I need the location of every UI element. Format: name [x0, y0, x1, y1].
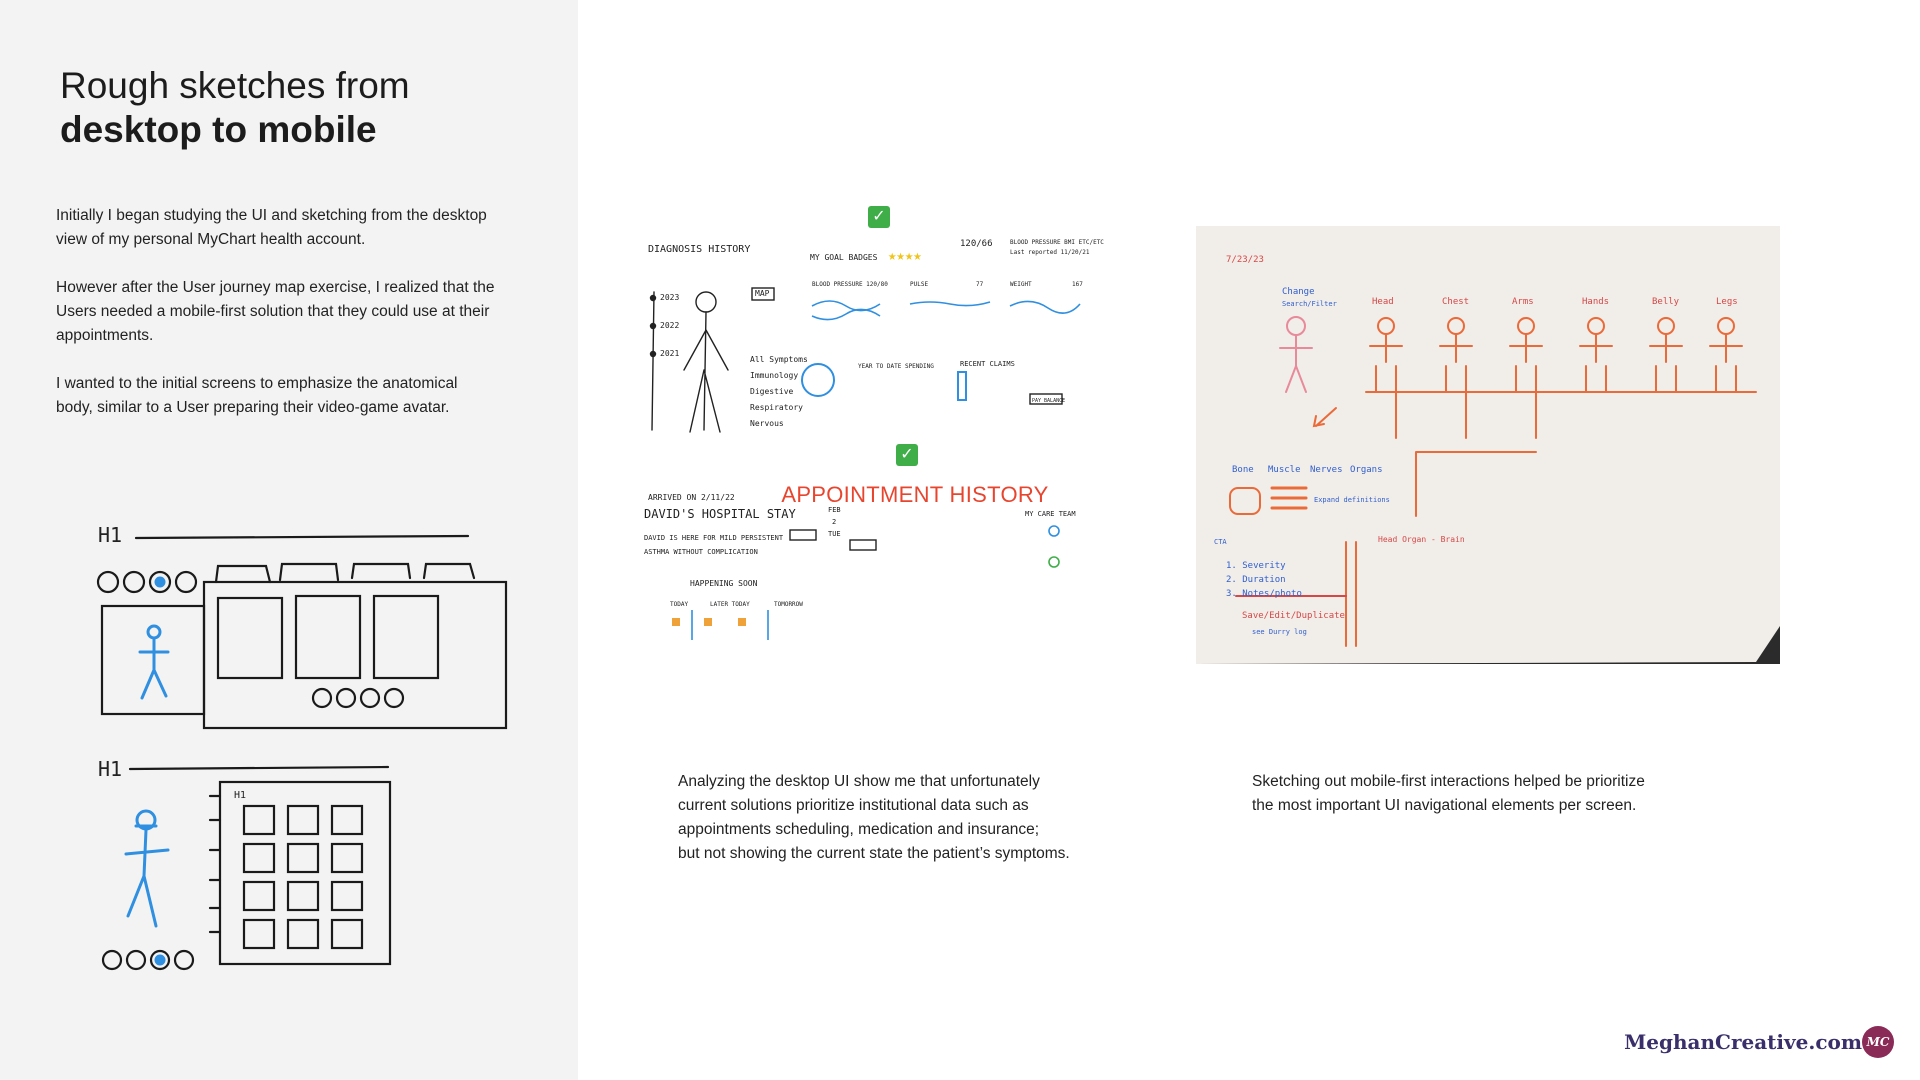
date-tue: TUE	[828, 530, 841, 538]
stay-desc-2: ASTHMA WITHOUT COMPLICATION	[644, 548, 758, 556]
blood-pressure-label: BLOOD PRESSURE 120/80	[812, 281, 888, 288]
year-to-date-label: YEAR TO DATE SPENDING	[858, 363, 934, 370]
soon-tomorrow: TOMORROW	[774, 601, 803, 608]
mobile-caption-line-2: the most important UI navigational elements per screen.	[1252, 797, 1637, 814]
page-title	[60, 64, 410, 152]
intro-text	[56, 204, 496, 444]
whiteboard-list-2: 2. Duration	[1226, 575, 1286, 585]
goal-stars: ★★★★	[888, 248, 922, 264]
goal-badges-label: MY GOAL BADGES	[810, 253, 878, 262]
recent-claims-label: RECENT CLAIMS	[960, 360, 1015, 368]
appointment-history-heading: APPOINTMENT HISTORY	[781, 482, 1049, 507]
whiteboard-photo	[1196, 226, 1780, 664]
bp-note: BLOOD PRESSURE BMI ETC/ETC	[1010, 239, 1104, 246]
stay-desc-1: DAVID IS HERE FOR MILD PERSISTENT	[644, 534, 784, 542]
date-feb: FEB	[828, 506, 841, 514]
title-line-1: Rough sketches from	[60, 65, 410, 106]
whiteboard-label-search: Search/Filter	[1282, 300, 1337, 308]
title-line-2: desktop to mobile	[60, 109, 377, 150]
whiteboard-tab-bone: Bone	[1232, 465, 1254, 475]
check-icon-top: ✓	[868, 206, 890, 228]
arrived-label: ARRIVED ON 2/11/22	[648, 493, 735, 502]
desktop-caption	[678, 770, 1070, 866]
map-label: MAP	[755, 289, 770, 298]
intro-paragraph-2: However after the User journey map exercise, I realized that the Users needed a mobile-first solution that they could use at their appointments.	[56, 279, 495, 344]
whiteboard-label-chest: Chest	[1442, 297, 1470, 307]
year-2023: 2023	[660, 293, 680, 302]
sketch-h1-label-small: H1	[234, 790, 247, 801]
weight-label: WEIGHT	[1010, 281, 1032, 288]
whiteboard-list-4: Save/Edit/Duplicate	[1242, 611, 1345, 621]
desktop-caption-line-4: but not showing the current state the patient’s symptoms.	[678, 845, 1070, 862]
last-reported: Last reported 11/20/21	[1010, 249, 1090, 256]
mobile-caption-line-1: Sketching out mobile-first interactions helped be prioritize	[1252, 773, 1645, 790]
whiteboard-label-arms: Arms	[1512, 297, 1534, 307]
system-all: All Symptoms	[750, 355, 808, 364]
whiteboard-list-5: see Durry log	[1252, 628, 1307, 636]
whiteboard-expand: Expand definitions	[1314, 496, 1390, 504]
system-nervous: Nervous	[750, 419, 784, 428]
sketch-h1-label-top: H1	[98, 523, 123, 547]
hospital-stay-label: DAVID'S HOSPITAL STAY	[644, 507, 796, 521]
whiteboard-tab-muscle: Muscle	[1268, 465, 1301, 475]
sketch-h1-label-bottom: H1	[98, 757, 123, 781]
whiteboard-label-belly: Belly	[1652, 297, 1680, 307]
desktop-ui-sketch	[640, 200, 1140, 700]
whiteboard-label-hands: Hands	[1582, 297, 1610, 307]
whiteboard-label-head: Head	[1372, 297, 1394, 307]
desktop-caption-line-2: current solutions prioritize institutional data such as	[678, 797, 1029, 814]
desktop-caption-line-1: Analyzing the desktop UI show me that unfortunately	[678, 773, 1040, 790]
whiteboard-cta: CTA	[1214, 538, 1227, 546]
year-2021: 2021	[660, 349, 680, 358]
brand-link[interactable]: MeghanCreative.com	[1624, 1030, 1862, 1054]
bp-reading: 120/66	[960, 239, 993, 249]
pay-balance-label: PAY BALANCE	[1032, 398, 1066, 404]
intro-paragraph-3: I wanted to the initial screens to emphasize the anatomical body, similar to a User preparing their video-game avatar.	[56, 375, 458, 416]
date-2: 2	[832, 518, 837, 526]
check-icon-middle: ✓	[896, 444, 918, 466]
soon-today: TODAY	[670, 601, 689, 608]
whiteboard-drawing	[1196, 226, 1780, 664]
whiteboard-head-organ: Head Organ - Brain	[1378, 535, 1465, 544]
system-respiratory: Respiratory	[750, 403, 803, 412]
care-team-label: MY CARE TEAM	[1025, 510, 1076, 518]
pulse-label: PULSE	[910, 281, 929, 288]
weight-value: 167	[1072, 281, 1083, 288]
year-2022: 2022	[660, 321, 680, 330]
mobile-caption	[1252, 770, 1645, 818]
system-immunology: Immunology	[750, 371, 799, 380]
mobile-wireframe-sketch	[90, 520, 510, 980]
happening-soon-label: HAPPENING SOON	[690, 579, 758, 588]
whiteboard-list-3: 3. Notes/photo	[1226, 589, 1302, 599]
whiteboard-label-legs: Legs	[1716, 297, 1738, 307]
intro-paragraph-1: Initially I began studying the UI and sketching from the desktop view of my personal MyChart health account.	[56, 207, 487, 248]
diagnosis-history-label: DIAGNOSIS HISTORY	[648, 244, 751, 255]
pulse-value: 77	[976, 281, 984, 288]
whiteboard-date: 7/23/23	[1226, 255, 1264, 265]
system-digestive: Digestive	[750, 387, 794, 396]
brand-logo-icon: MC	[1862, 1026, 1894, 1058]
desktop-caption-line-3: appointments scheduling, medication and insurance;	[678, 821, 1040, 838]
whiteboard-list-1: 1. Severity	[1226, 561, 1286, 571]
whiteboard-tab-nerves: Nerves	[1310, 465, 1343, 475]
whiteboard-label-change: Change	[1282, 287, 1315, 297]
soon-later-today: LATER TODAY	[710, 601, 750, 608]
whiteboard-tab-organs: Organs	[1350, 465, 1383, 475]
